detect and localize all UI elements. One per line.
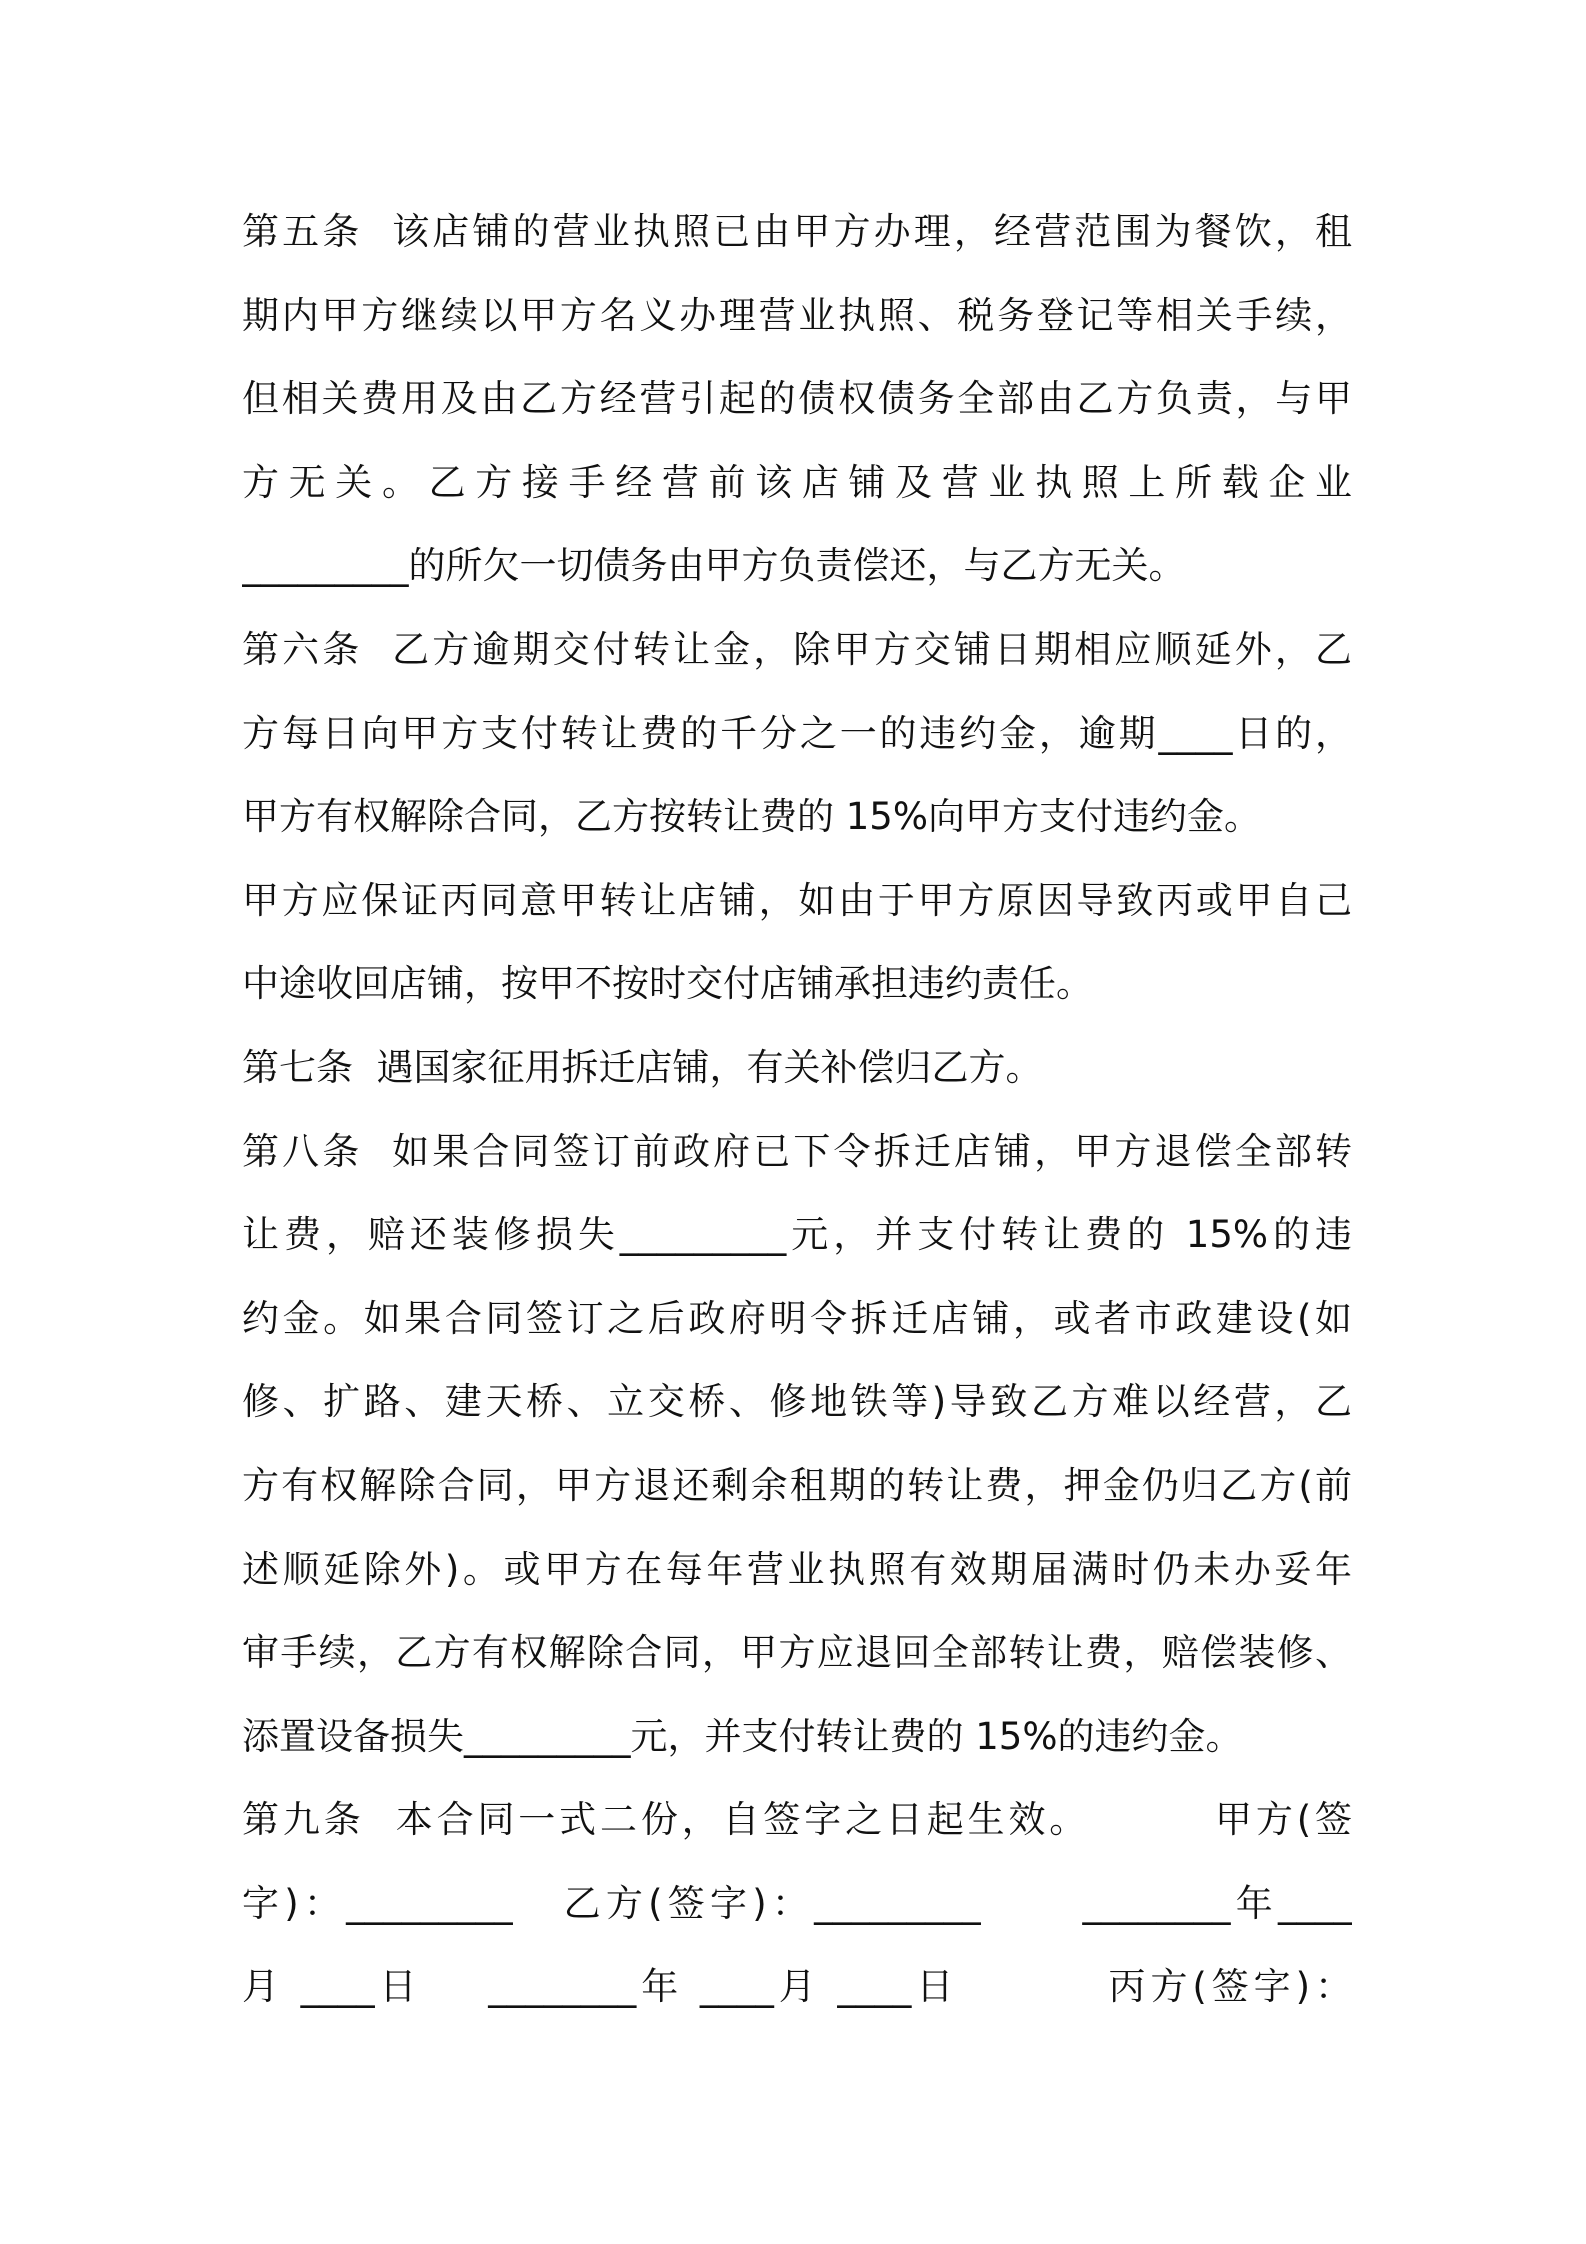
contract-line: _________的所欠一切债务由甲方负责偿还，与乙方无关。 — [242, 544, 1186, 588]
contract-body — [242, 190, 1352, 2029]
contract-line: 第八条 如果合同签订前政府已下令拆迁店铺，甲方退偿全部转 — [242, 1129, 1352, 1173]
contract-line: 月 ____日 ________年 ____月 ____日 丙方(签字)： — [242, 1965, 1352, 2009]
contract-line: 第五条 该店铺的营业执照已由甲方办理，经营范围为餐饮，租 — [242, 210, 1352, 253]
contract-line: 第六条 乙方逾期交付转让金，除甲方交铺日期相应顺延外，乙 — [242, 627, 1352, 671]
contract-line: 方每日向甲方支付转让费的千分之一的违约金，逾期____日的， — [242, 711, 1352, 755]
contract-line: 述顺延除外)。或甲方在每年营业执照有效期届满时仍未办妥年 — [242, 1547, 1352, 1591]
contract-line: 甲方有权解除合同，乙方按转让费的 15%向甲方支付违约金。 — [242, 795, 1261, 839]
contract-line: 约金。如果合同签订之后政府明令拆迁店铺，或者市政建设(如 — [242, 1296, 1352, 1340]
contract-line: 修、扩路、建天桥、立交桥、修地铁等)导致乙方难以经营，乙 — [242, 1380, 1352, 1424]
contract-line: 字)：_________ 乙方(签字)：_________ ________年____ — [242, 1881, 1352, 1925]
contract-line: 方有权解除合同，甲方退还剩余租期的转让费，押金仍归乙方(前 — [242, 1463, 1352, 1507]
contract-line: 但相关费用及由乙方经营引起的债权债务全部由乙方负责，与甲 — [242, 377, 1352, 421]
contract-line: 让费，赔还装修损失_________元，并支付转让费的 15%的违 — [242, 1213, 1352, 1257]
contract-line: 审手续，乙方有权解除合同，甲方应退回全部转让费，赔偿装修、 — [242, 1631, 1352, 1675]
contract-line: 期内甲方继续以甲方名义办理营业执照、税务登记等相关手续， — [242, 293, 1352, 337]
contract-line: 方无关。乙方接手经营前该店铺及营业执照上所载企业 — [242, 460, 1352, 504]
contract-line: 第九条 本合同一式二份，自签字之日起生效。 甲方(签 — [242, 1798, 1352, 1842]
contract-line: 第七条 遇国家征用拆迁店铺，有关补偿归乙方。 — [242, 1045, 1043, 1089]
contract-line: 甲方应保证丙同意甲转让店铺，如由于甲方原因导致丙或甲自己 — [242, 878, 1352, 922]
contract-line: 中途收回店铺，按甲不按时交付店铺承担违约责任。 — [242, 962, 1093, 1006]
contract-line: 添置设备损失_________元，并支付转让费的 15%的违约金。 — [242, 1714, 1243, 1758]
